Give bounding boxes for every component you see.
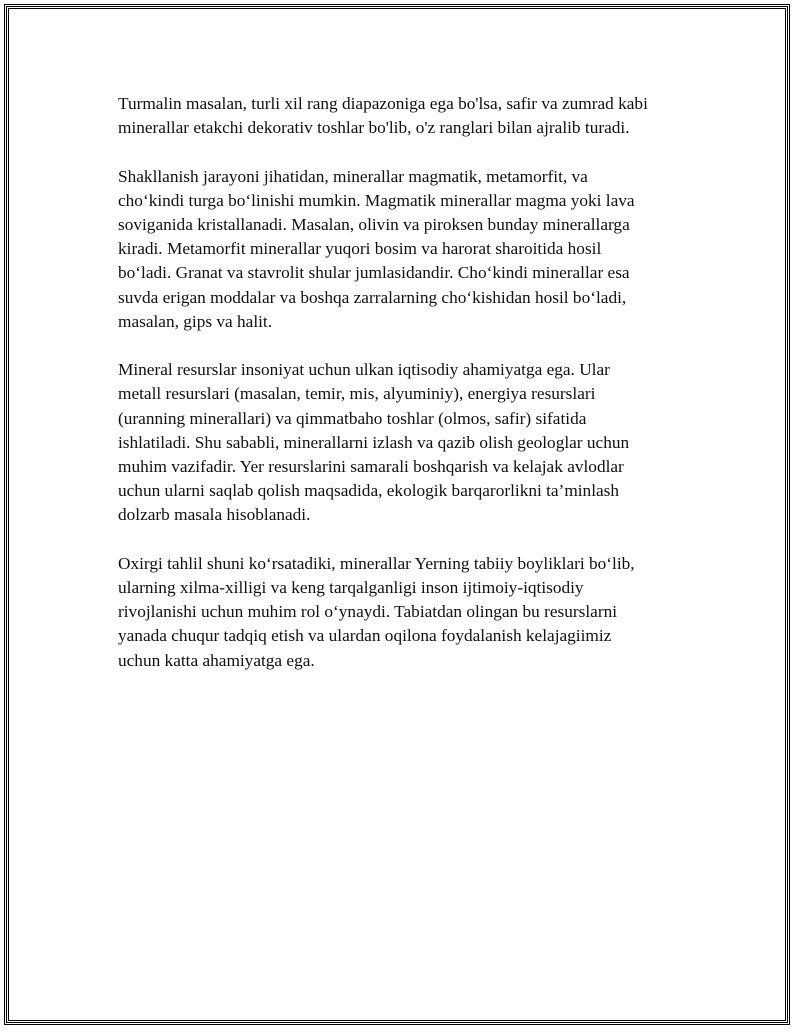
text-line: minerallar etakchi dekorativ toshlar bo'lib, o'z ranglari bilan ajralib turadi. [118, 118, 630, 138]
text-line: (uranning minerallari) va qimmatbaho toshlar (olmos, safir) sifatida [118, 408, 587, 428]
text-line: soviganida kristallanadi. Masalan, olivin va piroksen bunday minerallarga [118, 215, 630, 234]
text-line: Mineral resurslar insoniyat uchun ulkan iqtisodiy ahamiyatga ega. Ular [118, 360, 610, 380]
text-line: yanada chuqur tadqiq etish va ulardan oqilona foydalanish kelajagiimiz [118, 626, 612, 646]
text-line: Oxirgi tahlil shuni ko‘rsatadiki, minerallar Yerning tabiiy boyliklari bo‘lib, [118, 553, 635, 573]
document-body [118, 92, 698, 697]
text-line: ishlatiladi. Shu sababli, minerallarni izlash va qazib olish geologlar uchun [118, 432, 630, 452]
text-line: kiradi. Metamorfit minerallar yuqori bosim va harorat sharoitida hosil [118, 239, 602, 259]
text-line: uchun katta ahamiyatga ega. [118, 650, 315, 670]
paragraph-2 [118, 165, 698, 334]
paragraph-4 [118, 552, 698, 673]
text-line: metall resurslari (masalan, temir, mis, alyuminiy), energiya resurslari [118, 384, 596, 404]
text-line: Turmalin masalan, turli xil rang diapazoniga ega bo'lsa, safir va zumrad kabi [118, 94, 648, 113]
text-line: ularning xilma-xilligi va keng tarqalganligi inson ijtimoiy-iqtisodiy [118, 578, 584, 598]
paragraph-1 [118, 92, 698, 140]
text-line: dolzarb masala hisoblanadi. [118, 505, 311, 525]
text-line: masalan, gips va halit. [118, 311, 273, 331]
paragraph-3 [118, 358, 698, 527]
text-line: bo‘ladi. Granat va stavrolit shular jumlasidandir. Cho‘kindi minerallar esa [118, 263, 630, 283]
text-line: uchun ularni saqlab qolish maqsadida, ekologik barqarorlikni ta’minlash [118, 481, 620, 501]
text-line: cho‘kindi turga bo‘linishi mumkin. Magmatik minerallar magma yoki lava [118, 190, 635, 210]
text-line: muhim vazifadir. Yer resurslarini samarali boshqarish va kelajak avlodlar [118, 457, 624, 477]
text-line: rivojlanishi uchun muhim rol o‘ynaydi. Tabiatdan olingan bu resurslarni [118, 602, 618, 622]
text-line: suvda erigan moddalar va boshqa zarralarning cho‘kishidan hosil bo‘ladi, [118, 287, 627, 307]
text-line: Shakllanish jarayoni jihatidan, minerallar magmatik, metamorfit, va [118, 166, 588, 186]
